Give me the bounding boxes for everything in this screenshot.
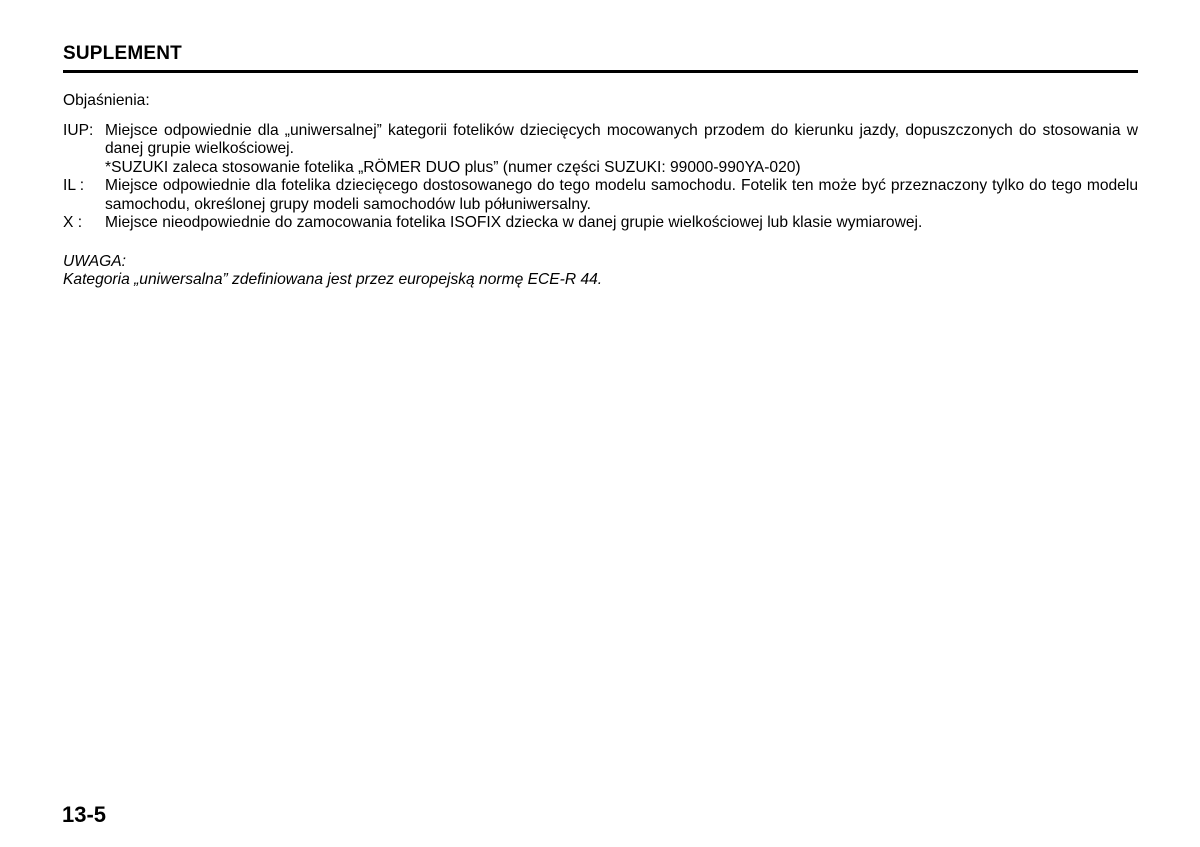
legend-description — [105, 122, 1138, 178]
page-number: 13-5 — [62, 802, 107, 827]
legend-description — [105, 177, 1138, 214]
legend-item-il — [63, 177, 1138, 214]
legend-key: X : — [63, 214, 83, 231]
note-label: UWAGA: — [63, 252, 126, 270]
page-content — [63, 92, 1138, 290]
note-block — [63, 253, 1138, 290]
legend-item-x — [63, 214, 1138, 233]
legend-item-iup — [63, 122, 1138, 178]
note-text: Kategoria „uniwersalna” zdefiniowana jest przez europejską normę ECE-R 44. — [63, 271, 603, 288]
legend-line: Miejsce odpowiednie dla „uniwersalnej” kategorii fotelików dziecięcych mocowanych przodem do kierunku jazdy, dopuszczonych do stosowania w danej grupie wielkościowej. — [105, 121, 1138, 157]
legend-line: Miejsce odpowiednie dla fotelika dziecięcego dostosowanego do tego modelu samochodu. Fotelik ten może być przeznaczony tylko do tego modelu samochodu, określonej grupy modeli samochodów lub półuniwersalny. — [105, 177, 1138, 213]
legend-description — [105, 214, 1138, 233]
page-title: SUPLEMENT — [63, 43, 182, 64]
title-divider — [63, 70, 1138, 73]
legend-intro: Objaśnienia: — [63, 92, 150, 109]
legend-line: *SUZUKI zaleca stosowanie fotelika „RÖMER DUO plus” (numer części SUZUKI: 99000-990YA-020) — [105, 158, 801, 176]
legend-line: Miejsce nieodpowiednie do zamocowania fotelika ISOFIX dziecka w danej grupie wielkościowej lub klasie wymiarowej. — [105, 214, 923, 231]
legend-key: IL : — [63, 177, 85, 194]
legend-key: IUP: — [63, 121, 94, 139]
legend-list — [63, 122, 1138, 233]
